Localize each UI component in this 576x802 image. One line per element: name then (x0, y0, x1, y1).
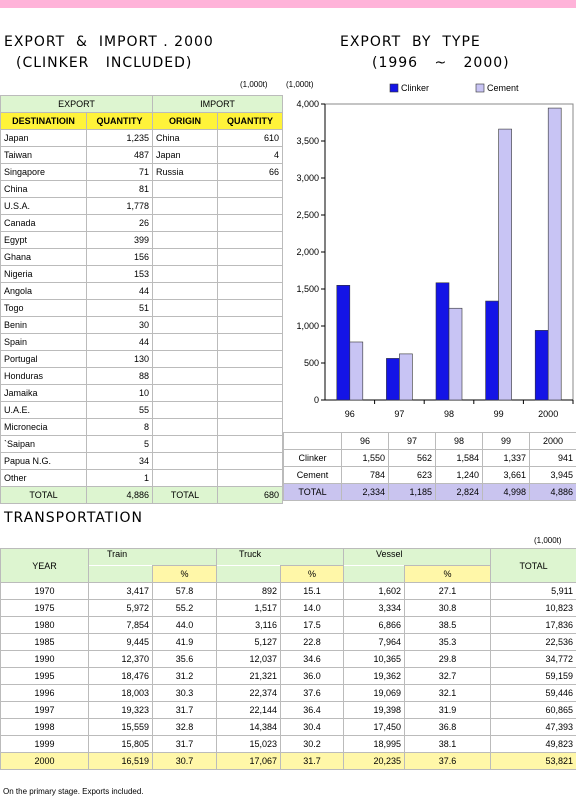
truck-value-cell: 21,321 (217, 668, 281, 685)
export-import-row (1, 130, 283, 147)
destination-column-header: DESTINATIOIN (1, 113, 87, 130)
transport-total-cell: 22,536 (491, 634, 576, 651)
y-tick-label: 500 (303, 358, 319, 368)
train-value-cell: 12,370 (89, 651, 153, 668)
vessel-pct-cell: 32.1 (405, 685, 491, 702)
train-value-cell: 19,323 (89, 702, 153, 719)
y-tick-label: 1,000 (296, 321, 319, 331)
clinker-value-cell: 1,550 (342, 450, 389, 467)
truck-value-cell: 15,023 (217, 736, 281, 753)
truck-value-cell: 17,067 (217, 753, 281, 770)
destination-cell: `Saipan (1, 436, 87, 453)
train-pct-cell: 31.2 (153, 668, 217, 685)
left-table-unit: (1,000t) (240, 80, 268, 89)
origin-cell (153, 351, 218, 368)
type-total-cell: 2,334 (342, 484, 389, 501)
import-quantity-cell (218, 453, 283, 470)
export-quantity-cell: 10 (87, 385, 153, 402)
type-total-cell: 2,824 (436, 484, 483, 501)
transport-year-cell: 1975 (1, 600, 89, 617)
train-header-spacer (89, 566, 153, 583)
export-import-row (1, 164, 283, 181)
export-quantity-cell: 88 (87, 368, 153, 385)
vessel-value-cell: 17,450 (344, 719, 405, 736)
transportation-table (0, 548, 576, 770)
destination-cell: Egypt (1, 232, 87, 249)
vessel-pct-cell: 35.3 (405, 634, 491, 651)
transport-row (1, 702, 576, 719)
transport-total-cell: 5,911 (491, 583, 576, 600)
export-total-value: 4,886 (87, 487, 153, 504)
import-quantity-cell (218, 232, 283, 249)
origin-cell: Japan (153, 147, 218, 164)
export-quantity-cell: 8 (87, 419, 153, 436)
vessel-value-cell: 19,398 (344, 702, 405, 719)
type-total-cell: 1,185 (389, 484, 436, 501)
clinker-value-cell: 562 (389, 450, 436, 467)
legend-label-cement: Cement (487, 83, 519, 93)
clinker-row-label: Clinker (284, 450, 342, 467)
train-pct-cell: 32.8 (153, 719, 217, 736)
vessel-pct-cell: 36.8 (405, 719, 491, 736)
export-quantity-cell: 81 (87, 181, 153, 198)
origin-cell (153, 181, 218, 198)
vessel-pct-cell: 29.8 (405, 651, 491, 668)
vessel-pct-cell: 38.5 (405, 617, 491, 634)
transport-total-cell: 10,823 (491, 600, 576, 617)
destination-cell: Singapore (1, 164, 87, 181)
legend-swatch-clinker (390, 84, 398, 92)
destination-cell: Honduras (1, 368, 87, 385)
cement-value-cell: 784 (342, 467, 389, 484)
export-quantity-cell: 1,778 (87, 198, 153, 215)
bar-cement-99 (499, 129, 512, 400)
export-import-row (1, 283, 283, 300)
export-by-type-table (283, 432, 576, 501)
clinker-value-cell: 1,337 (483, 450, 530, 467)
destination-cell: Spain (1, 334, 87, 351)
type-year-header: 97 (389, 433, 436, 450)
type-total-cell: 4,886 (530, 484, 576, 501)
truck-value-cell: 892 (217, 583, 281, 600)
export-import-table (0, 95, 283, 504)
transport-year-cell: 1985 (1, 634, 89, 651)
bar-cement-96 (350, 342, 363, 400)
vessel-value-cell: 3,334 (344, 600, 405, 617)
export-total-label: TOTAL (1, 487, 87, 504)
type-table-corner (284, 433, 342, 450)
vessel-value-cell: 19,362 (344, 668, 405, 685)
export-import-row (1, 419, 283, 436)
train-pct-cell: 35.6 (153, 651, 217, 668)
transport-row (1, 719, 576, 736)
y-tick-label: 2,500 (296, 210, 319, 220)
transport-year-cell: 2000 (1, 753, 89, 770)
legend-swatch-cement (476, 84, 484, 92)
origin-cell (153, 436, 218, 453)
transport-total-cell: 59,446 (491, 685, 576, 702)
destination-cell: U.A.E. (1, 402, 87, 419)
destination-cell: Micronecia (1, 419, 87, 436)
bar-clinker-99 (486, 301, 499, 400)
export-import-row (1, 334, 283, 351)
import-quantity-cell (218, 419, 283, 436)
export-import-row (1, 232, 283, 249)
transport-row (1, 651, 576, 668)
origin-cell (153, 402, 218, 419)
destination-cell: Jamaika (1, 385, 87, 402)
export-quantity-cell: 34 (87, 453, 153, 470)
destination-cell: Nigeria (1, 266, 87, 283)
origin-cell (153, 334, 218, 351)
export-import-row (1, 470, 283, 487)
train-value-cell: 3,417 (89, 583, 153, 600)
import-quantity-cell (218, 317, 283, 334)
import-quantity-cell (218, 402, 283, 419)
vessel-pct-header: % (405, 566, 491, 583)
transport-unit: (1,000t) (534, 536, 562, 545)
export-quantity-cell: 44 (87, 283, 153, 300)
import-quantity-column-header: QUANTITY (218, 113, 283, 130)
vessel-pct-cell: 38.1 (405, 736, 491, 753)
import-quantity-cell (218, 334, 283, 351)
truck-value-cell: 1,517 (217, 600, 281, 617)
transport-year-cell: 1997 (1, 702, 89, 719)
origin-cell (153, 215, 218, 232)
type-year-header: 98 (436, 433, 483, 450)
truck-column-header: Truck (217, 549, 344, 566)
export-by-type-subtitle: (1996 ~ 2000) (372, 55, 510, 71)
origin-cell (153, 368, 218, 385)
transport-total-cell: 59,159 (491, 668, 576, 685)
transport-year-cell: 1970 (1, 583, 89, 600)
bar-clinker-97 (386, 358, 399, 400)
x-tick-label: 97 (394, 409, 405, 419)
train-pct-cell: 30.7 (153, 753, 217, 770)
bar-cement-98 (449, 308, 462, 400)
transport-row (1, 668, 576, 685)
export-quantity-cell: 130 (87, 351, 153, 368)
transport-total-cell: 49,823 (491, 736, 576, 753)
bar-clinker-96 (337, 285, 350, 400)
cement-row-label: Cement (284, 467, 342, 484)
truck-pct-cell: 22.8 (281, 634, 344, 651)
truck-value-cell: 14,384 (217, 719, 281, 736)
destination-cell: Togo (1, 300, 87, 317)
y-tick-label: 2,000 (296, 247, 319, 257)
type-total-cell: 4,998 (483, 484, 530, 501)
top-pink-bar (0, 0, 576, 8)
destination-cell: Canada (1, 215, 87, 232)
cement-value-cell: 3,661 (483, 467, 530, 484)
vessel-value-cell: 19,069 (344, 685, 405, 702)
transport-row (1, 583, 576, 600)
train-pct-header: % (153, 566, 217, 583)
vessel-value-cell: 1,602 (344, 583, 405, 600)
origin-column-header: ORIGIN (153, 113, 218, 130)
destination-cell: Other (1, 470, 87, 487)
import-header: IMPORT (153, 96, 283, 113)
cement-value-cell: 1,240 (436, 467, 483, 484)
export-quantity-cell: 44 (87, 334, 153, 351)
train-pct-cell: 31.7 (153, 702, 217, 719)
export-by-type-title: EXPORT BY TYPE (340, 34, 481, 50)
transport-year-cell: 1999 (1, 736, 89, 753)
transport-row (1, 753, 576, 770)
truck-value-cell: 22,374 (217, 685, 281, 702)
vessel-value-cell: 18,995 (344, 736, 405, 753)
transport-year-cell: 1980 (1, 617, 89, 634)
import-quantity-cell (218, 181, 283, 198)
destination-cell: Ghana (1, 249, 87, 266)
y-tick-label: 3,000 (296, 173, 319, 183)
export-import-row (1, 249, 283, 266)
import-quantity-cell (218, 368, 283, 385)
export-quantity-cell: 153 (87, 266, 153, 283)
transport-year-cell: 1998 (1, 719, 89, 736)
truck-pct-cell: 30.2 (281, 736, 344, 753)
transport-total-cell: 53,821 (491, 753, 576, 770)
import-quantity-cell (218, 385, 283, 402)
export-import-row (1, 385, 283, 402)
truck-pct-cell: 37.6 (281, 685, 344, 702)
vessel-value-cell: 10,365 (344, 651, 405, 668)
export-quantity-cell: 5 (87, 436, 153, 453)
origin-cell (153, 266, 218, 283)
bar-clinker-2000 (535, 330, 548, 400)
train-pct-cell: 31.7 (153, 736, 217, 753)
type-year-header: 2000 (530, 433, 576, 450)
origin-cell (153, 419, 218, 436)
train-value-cell: 18,476 (89, 668, 153, 685)
export-import-title: EXPORT & IMPORT . 2000 (4, 34, 214, 50)
export-import-row (1, 402, 283, 419)
truck-pct-cell: 36.0 (281, 668, 344, 685)
truck-pct-cell: 31.7 (281, 753, 344, 770)
truck-pct-cell: 15.1 (281, 583, 344, 600)
truck-value-cell: 12,037 (217, 651, 281, 668)
import-quantity-cell (218, 283, 283, 300)
vessel-header-spacer (344, 566, 405, 583)
year-column-header: YEAR (1, 549, 89, 583)
bar-cement-97 (399, 354, 412, 400)
export-quantity-cell: 55 (87, 402, 153, 419)
export-import-row (1, 147, 283, 164)
export-import-row (1, 436, 283, 453)
type-total-row-label: TOTAL (284, 484, 342, 501)
origin-cell (153, 300, 218, 317)
train-pct-cell: 30.3 (153, 685, 217, 702)
export-import-row (1, 368, 283, 385)
train-pct-cell: 55.2 (153, 600, 217, 617)
footnote: On the primary stage. Exports included. (3, 787, 144, 796)
train-pct-cell: 57.8 (153, 583, 217, 600)
export-quantity-cell: 71 (87, 164, 153, 181)
export-import-row (1, 317, 283, 334)
export-quantity-cell: 1 (87, 470, 153, 487)
transport-total-cell: 34,772 (491, 651, 576, 668)
import-quantity-cell (218, 249, 283, 266)
export-quantity-cell: 1,235 (87, 130, 153, 147)
export-quantity-cell: 487 (87, 147, 153, 164)
y-tick-label: 1,500 (296, 284, 319, 294)
train-pct-cell: 44.0 (153, 617, 217, 634)
bar-cement-2000 (548, 108, 561, 400)
export-import-row (1, 351, 283, 368)
destination-cell: U.S.A. (1, 198, 87, 215)
import-quantity-cell (218, 266, 283, 283)
clinker-value-cell: 941 (530, 450, 576, 467)
transport-row (1, 617, 576, 634)
x-tick-label: 2000 (538, 409, 559, 419)
import-quantity-cell: 4 (218, 147, 283, 164)
destination-cell: Taiwan (1, 147, 87, 164)
train-value-cell: 7,854 (89, 617, 153, 634)
export-quantity-cell: 30 (87, 317, 153, 334)
transport-year-cell: 1990 (1, 651, 89, 668)
truck-value-cell: 22,144 (217, 702, 281, 719)
destination-cell: Portugal (1, 351, 87, 368)
truck-pct-cell: 14.0 (281, 600, 344, 617)
export-import-subtitle: (CLINKER INCLUDED) (16, 55, 193, 71)
export-import-row (1, 266, 283, 283)
export-by-type-chart (283, 80, 576, 430)
import-quantity-cell: 66 (218, 164, 283, 181)
train-value-cell: 15,805 (89, 736, 153, 753)
truck-pct-cell: 34.6 (281, 651, 344, 668)
truck-pct-cell: 36.4 (281, 702, 344, 719)
origin-cell (153, 470, 218, 487)
origin-cell (153, 249, 218, 266)
export-import-row (1, 181, 283, 198)
export-import-row (1, 198, 283, 215)
transport-row (1, 736, 576, 753)
x-tick-label: 98 (443, 409, 455, 419)
truck-header-spacer (217, 566, 281, 583)
import-quantity-cell: 610 (218, 130, 283, 147)
export-quantity-column-header: QUANTITY (87, 113, 153, 130)
truck-pct-cell: 17.5 (281, 617, 344, 634)
origin-cell (153, 198, 218, 215)
vessel-value-cell: 20,235 (344, 753, 405, 770)
origin-cell (153, 453, 218, 470)
x-tick-label: 96 (344, 409, 355, 419)
transport-year-cell: 1995 (1, 668, 89, 685)
export-quantity-cell: 51 (87, 300, 153, 317)
truck-value-cell: 3,116 (217, 617, 281, 634)
train-pct-cell: 41.9 (153, 634, 217, 651)
export-header: EXPORT (1, 96, 153, 113)
vessel-pct-cell: 37.6 (405, 753, 491, 770)
train-value-cell: 9,445 (89, 634, 153, 651)
transport-total-cell: 17,836 (491, 617, 576, 634)
import-quantity-cell (218, 470, 283, 487)
export-quantity-cell: 156 (87, 249, 153, 266)
origin-cell (153, 232, 218, 249)
transportation-title: TRANSPORTATION (4, 510, 143, 526)
import-total-value: 680 (218, 487, 283, 504)
import-quantity-cell (218, 436, 283, 453)
origin-cell (153, 385, 218, 402)
destination-cell: Benin (1, 317, 87, 334)
export-import-row (1, 215, 283, 232)
destination-cell: China (1, 181, 87, 198)
train-value-cell: 16,519 (89, 753, 153, 770)
import-quantity-cell (218, 300, 283, 317)
export-quantity-cell: 26 (87, 215, 153, 232)
vessel-value-cell: 6,866 (344, 617, 405, 634)
bar-clinker-98 (436, 283, 449, 400)
type-year-header: 99 (483, 433, 530, 450)
vessel-pct-cell: 27.1 (405, 583, 491, 600)
export-import-row (1, 300, 283, 317)
type-year-header: 96 (342, 433, 389, 450)
y-tick-label: 4,000 (296, 99, 319, 109)
total-column-header: TOTAL (491, 549, 576, 583)
transport-row (1, 600, 576, 617)
export-import-row (1, 453, 283, 470)
import-quantity-cell (218, 198, 283, 215)
import-quantity-cell (218, 351, 283, 368)
truck-value-cell: 5,127 (217, 634, 281, 651)
cement-value-cell: 623 (389, 467, 436, 484)
train-value-cell: 18,003 (89, 685, 153, 702)
chart-axis-unit: (1,000t) (286, 80, 314, 89)
import-quantity-cell (218, 215, 283, 232)
transport-row (1, 685, 576, 702)
legend-label-clinker: Clinker (401, 83, 430, 93)
y-tick-label: 0 (313, 395, 319, 405)
transport-total-cell: 47,393 (491, 719, 576, 736)
train-value-cell: 15,559 (89, 719, 153, 736)
destination-cell: Papua N.G. (1, 453, 87, 470)
clinker-value-cell: 1,584 (436, 450, 483, 467)
transport-total-cell: 60,865 (491, 702, 576, 719)
import-total-label: TOTAL (153, 487, 218, 504)
vessel-pct-cell: 30.8 (405, 600, 491, 617)
origin-cell: Russia (153, 164, 218, 181)
origin-cell (153, 283, 218, 300)
vessel-pct-cell: 32.7 (405, 668, 491, 685)
vessel-value-cell: 7,964 (344, 634, 405, 651)
vessel-pct-cell: 31.9 (405, 702, 491, 719)
train-column-header: Train (89, 549, 217, 566)
y-tick-label: 3,500 (296, 136, 319, 146)
truck-pct-cell: 30.4 (281, 719, 344, 736)
cement-value-cell: 3,945 (530, 467, 576, 484)
destination-cell: Japan (1, 130, 87, 147)
truck-pct-header: % (281, 566, 344, 583)
origin-cell: China (153, 130, 218, 147)
train-value-cell: 5,972 (89, 600, 153, 617)
x-tick-label: 99 (493, 409, 504, 419)
export-quantity-cell: 399 (87, 232, 153, 249)
transport-year-cell: 1996 (1, 685, 89, 702)
origin-cell (153, 317, 218, 334)
destination-cell: Angola (1, 283, 87, 300)
transport-row (1, 634, 576, 651)
vessel-column-header: Vessel (344, 549, 491, 566)
